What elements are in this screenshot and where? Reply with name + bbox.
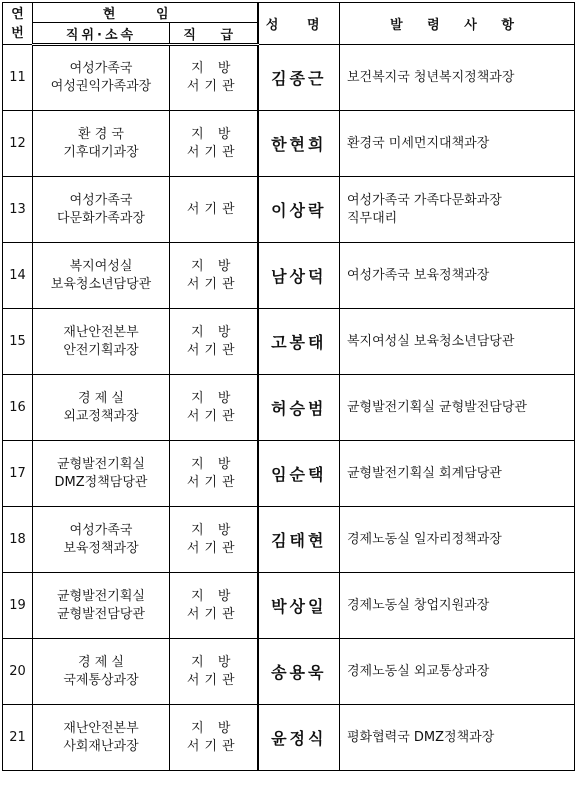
grade-line1: 지 방 [191,456,236,472]
grade-line2: 서기관 [186,738,240,754]
appointment: 경제노동실 외교통상과장 [340,639,575,705]
person-name: 박상일 [258,573,340,639]
header-name: 성 명 [258,3,340,45]
current-grade [170,573,258,639]
current-position-line1: 균형발전기획실 [57,456,145,472]
row-number: 12 [3,111,33,177]
current-position-line2: 안전기획과장 [63,342,139,358]
person-name: 윤정식 [258,705,340,771]
grade-line2: 서기관 [186,606,240,622]
appointment: 여성가족국 보육정책과장 [340,243,575,309]
table-row [3,639,575,705]
person-name: 남상덕 [258,243,340,309]
current-position [33,45,170,111]
current-grade [170,375,258,441]
grade-line2: 서기관 [186,408,240,424]
row-number: 11 [3,45,33,111]
current-grade [170,639,258,705]
appointment: 경제노동실 일자리정책과장 [340,507,575,573]
current-position [33,111,170,177]
grade-line2: 서기관 [186,79,240,94]
appointment: 보건복지국 청년복지정책과장 [340,45,575,111]
person-name: 허승범 [258,375,340,441]
table-row [3,441,575,507]
header-position: 직위·소속 [33,23,170,45]
person-name: 임순택 [258,441,340,507]
current-position-line1: 여성가족국 [69,522,133,538]
row-number: 13 [3,177,33,243]
grade-line2: 서기관 [186,144,240,160]
current-position-line1: 여성가족국 [69,192,133,208]
current-position [33,639,170,705]
current-grade [170,507,258,573]
person-name: 김태현 [258,507,340,573]
row-number: 19 [3,573,33,639]
current-position-line2: 다문화가족과장 [57,210,145,226]
current-grade [170,111,258,177]
grade-line1: 지 방 [191,61,236,76]
current-position-line1: 여성가족국 [69,61,133,76]
grade-line2: 서기관 [186,672,240,688]
table-row [3,375,575,441]
current-position [33,309,170,375]
appointment: 균형발전기획실 균형발전담당관 [340,375,575,441]
row-number: 20 [3,639,33,705]
current-position-line2: 균형발전담당관 [57,606,145,622]
appointment: 경제노동실 창업지원과장 [340,573,575,639]
table-row [3,177,575,243]
current-grade [170,243,258,309]
current-position-line2: 여성권익가족과장 [50,79,152,94]
person-name: 한현희 [258,111,340,177]
current-grade [170,177,258,243]
appointment: 여성가족국 가족다문화과장 직무대리 [340,177,575,243]
header-grade: 직 급 [170,23,258,45]
grade-line1: 지 방 [191,654,236,670]
grade-line2: 서기관 [186,474,240,490]
grade-line2: 서기관 [186,540,240,556]
table-row [3,309,575,375]
table-row [3,573,575,639]
current-position [33,243,170,309]
current-grade [170,309,258,375]
header-no [3,3,33,45]
current-position-line2: 기후대기과장 [63,144,139,160]
grade-line2: 서기관 [186,276,240,292]
grade-line2: 서기관 [186,201,240,217]
personnel-appointment-table [2,2,575,771]
current-position-line2: 사회재난과장 [63,738,139,754]
table-row [3,111,575,177]
current-position [33,177,170,243]
current-position [33,441,170,507]
current-grade [170,45,258,111]
grade-line1: 지 방 [191,258,236,274]
current-position-line2: DMZ정책담당관 [54,474,148,490]
appointment: 환경국 미세먼지대책과장 [340,111,575,177]
grade-line1: 지 방 [191,324,236,340]
current-position [33,573,170,639]
appointment: 평화협력국 DMZ정책과장 [340,705,575,771]
appointment: 균형발전기획실 회계담당관 [340,441,575,507]
grade-line1: 지 방 [191,126,236,142]
grade-line1: 지 방 [191,588,236,604]
header-current: 현 임 [33,3,258,23]
current-position-line1: 복지여성실 [69,258,133,274]
current-position-line2: 국제통상과장 [63,672,139,688]
current-position-line2: 보육청소년담당관 [50,276,152,292]
current-position-line2: 외교정책과장 [63,408,139,424]
appointment: 복지여성실 보육청소년담당관 [340,309,575,375]
table-row [3,507,575,573]
current-grade [170,705,258,771]
current-position-line2: 보육정책과장 [63,540,139,556]
grade-line1: 지 방 [191,390,236,406]
person-name: 고봉태 [258,309,340,375]
current-position-line1: 재난안전본부 [63,720,139,736]
header-no-line2: 번 [11,25,24,41]
current-position [33,375,170,441]
person-name: 김종근 [258,45,340,111]
table-row [3,705,575,771]
current-position-line1: 균형발전기획실 [57,588,145,604]
current-position-line1: 경 제 실 [78,654,124,670]
row-number: 21 [3,705,33,771]
grade-line1: 지 방 [191,720,236,736]
grade-line2: 서기관 [186,342,240,358]
current-position-line1: 재난안전본부 [63,324,139,340]
row-number: 15 [3,309,33,375]
row-number: 17 [3,441,33,507]
person-name: 송용욱 [258,639,340,705]
table-row [3,243,575,309]
header-no-line1: 연 [11,6,24,22]
current-position-line1: 환 경 국 [78,126,124,142]
grade-line1: 지 방 [191,522,236,538]
current-position [33,507,170,573]
current-position [33,705,170,771]
current-position-line1: 경 제 실 [78,390,124,406]
person-name: 이상락 [258,177,340,243]
row-number: 18 [3,507,33,573]
row-number: 16 [3,375,33,441]
current-grade [170,441,258,507]
header-appointment: 발 령 사 항 [340,3,575,45]
table-row [3,45,575,111]
row-number: 14 [3,243,33,309]
